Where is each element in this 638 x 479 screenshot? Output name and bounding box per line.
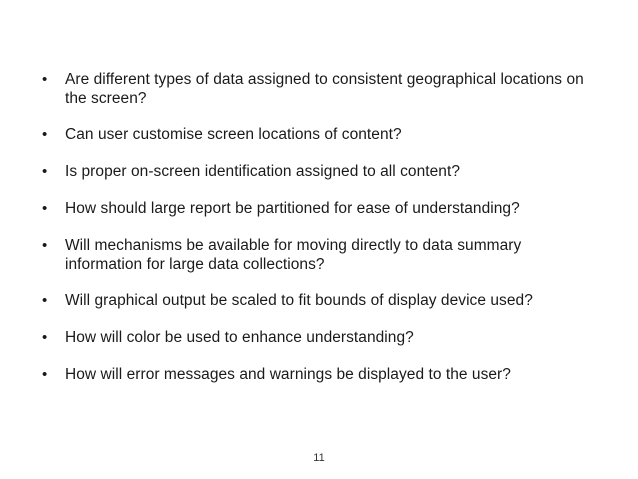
bullet-text: Will graphical output be scaled to fit bounds of display device used? [65, 292, 533, 309]
page-number: 11 [313, 452, 325, 464]
bullet-dot-icon: • [42, 292, 48, 309]
bullet-text: How should large report be partitioned for ease of understanding? [65, 200, 520, 217]
bullet-dot-icon: • [42, 329, 48, 346]
bullet-dot-icon: • [42, 126, 48, 143]
bullet-item [40, 125, 600, 144]
bullet-item [40, 162, 600, 181]
bullet-item [40, 365, 600, 384]
bullet-dot-icon: • [42, 366, 48, 383]
bullet-dot-icon: • [42, 163, 48, 180]
bullet-dot-icon: • [42, 71, 48, 88]
bullet-item [40, 70, 600, 108]
bullet-list [40, 70, 600, 402]
bullet-text: Will mechanisms be available for moving directly to data summary information for large data collections? [65, 237, 522, 273]
bullet-text: How will error messages and warnings be displayed to the user? [65, 366, 511, 383]
bullet-item [40, 236, 600, 274]
bullet-item [40, 199, 600, 218]
bullet-item [40, 291, 600, 310]
bullet-text: How will color be used to enhance understanding? [65, 329, 414, 346]
bullet-dot-icon: • [42, 200, 48, 217]
bullet-text: Is proper on-screen identification assigned to all content? [65, 163, 460, 180]
bullet-text: Are different types of data assigned to consistent geographical locations on the screen? [65, 71, 584, 107]
bullet-item [40, 328, 600, 347]
bullet-text: Can user customise screen locations of content? [65, 126, 402, 143]
bullet-dot-icon: • [42, 237, 48, 254]
